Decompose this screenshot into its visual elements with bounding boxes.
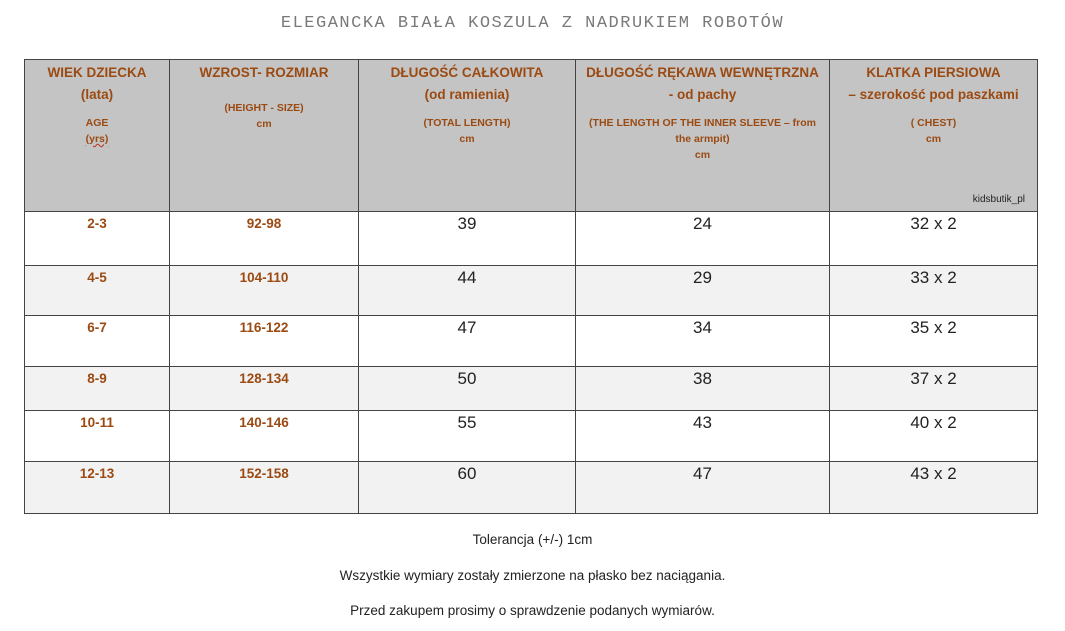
cell-chest: 40 x 2 bbox=[830, 411, 1038, 462]
table-row bbox=[25, 212, 1038, 266]
cell-total-length: 39 bbox=[359, 212, 576, 266]
cell-age: 10-11 bbox=[25, 411, 170, 462]
cell-chest: 37 x 2 bbox=[830, 367, 1038, 411]
cell-age: 2-3 bbox=[25, 212, 170, 266]
cell-total-length: 44 bbox=[359, 266, 576, 316]
check-before-note: Przed zakupem prosimy o sprawdzenie podanych wymiarów. bbox=[350, 603, 715, 618]
cell-sleeve: 38 bbox=[576, 367, 830, 411]
measured-flat-note: Wszystkie wymiary zostały zmierzone na płasko bez naciągania. bbox=[339, 568, 726, 583]
header-chest-note: – szerokość pod paszkami bbox=[848, 87, 1019, 102]
cell-height: 116-122 bbox=[170, 316, 359, 367]
cell-height: 152-158 bbox=[170, 462, 359, 514]
header-age-en-unit: (yrs) bbox=[85, 133, 109, 145]
header-total-length bbox=[359, 60, 576, 212]
header-age bbox=[25, 60, 170, 212]
cell-height: 128-134 bbox=[170, 367, 359, 411]
header-age-en: AGE bbox=[85, 117, 109, 129]
cell-height: 104-110 bbox=[170, 266, 359, 316]
header-total-length-note: (od ramienia) bbox=[424, 87, 510, 102]
cell-sleeve: 29 bbox=[576, 266, 830, 316]
cell-age: 6-7 bbox=[25, 316, 170, 367]
header-height-en: (HEIGHT - SIZE) bbox=[224, 102, 304, 114]
header-height bbox=[170, 60, 359, 212]
watermark: kidsbutik_pl bbox=[972, 194, 1025, 205]
header-chest-unit: cm bbox=[925, 133, 942, 145]
page-title: ELEGANCKA BIAŁA KOSZULA Z NADRUKIEM ROBOTÓW bbox=[280, 14, 785, 33]
header-height-unit: cm bbox=[256, 118, 272, 130]
header-sleeve-en: (THE LENGTH OF THE INNER SLEEVE – from bbox=[589, 117, 816, 129]
header-total-length-en: (TOTAL LENGTH) bbox=[423, 117, 511, 129]
header-age-unit: (lata) bbox=[80, 87, 114, 102]
tolerance-note: Tolerancja (+/-) 1cm bbox=[472, 532, 593, 547]
table-header-row bbox=[25, 60, 1038, 212]
cell-sleeve: 47 bbox=[576, 462, 830, 514]
header-chest bbox=[830, 60, 1038, 212]
header-chest-en: ( CHEST) bbox=[910, 117, 957, 129]
cell-chest: 35 x 2 bbox=[830, 316, 1038, 367]
header-sleeve-title: DŁUGOŚĆ RĘKAWA WEWNĘTRZNA bbox=[586, 65, 819, 80]
table-row bbox=[25, 367, 1038, 411]
size-table bbox=[24, 59, 1038, 514]
cell-total-length: 55 bbox=[359, 411, 576, 462]
cell-age: 12-13 bbox=[25, 462, 170, 514]
cell-chest: 33 x 2 bbox=[830, 266, 1038, 316]
header-age-title: WIEK DZIECKA bbox=[47, 65, 147, 80]
header-sleeve-en-2: the armpit) bbox=[675, 133, 730, 145]
table-row bbox=[25, 266, 1038, 316]
cell-total-length: 60 bbox=[359, 462, 576, 514]
header-sleeve-note: - od pachy bbox=[668, 87, 737, 102]
cell-sleeve: 43 bbox=[576, 411, 830, 462]
cell-age: 4-5 bbox=[25, 266, 170, 316]
table-row bbox=[25, 316, 1038, 367]
header-total-length-unit: cm bbox=[459, 133, 475, 145]
cell-height: 140-146 bbox=[170, 411, 359, 462]
header-chest-title: KLATKA PIERSIOWA bbox=[866, 65, 1001, 80]
header-sleeve-unit: cm bbox=[694, 149, 711, 161]
header-height-title: WZROST- ROZMIAR bbox=[199, 65, 329, 80]
cell-total-length: 47 bbox=[359, 316, 576, 367]
header-sleeve bbox=[576, 60, 830, 212]
cell-sleeve: 24 bbox=[576, 212, 830, 266]
cell-total-length: 50 bbox=[359, 367, 576, 411]
header-total-length-title: DŁUGOŚĆ CAŁKOWITA bbox=[390, 65, 544, 80]
cell-sleeve: 34 bbox=[576, 316, 830, 367]
cell-age: 8-9 bbox=[25, 367, 170, 411]
table-row bbox=[25, 411, 1038, 462]
cell-chest: 43 x 2 bbox=[830, 462, 1038, 514]
cell-height: 92-98 bbox=[170, 212, 359, 266]
cell-chest: 32 x 2 bbox=[830, 212, 1038, 266]
table-row bbox=[25, 462, 1038, 514]
